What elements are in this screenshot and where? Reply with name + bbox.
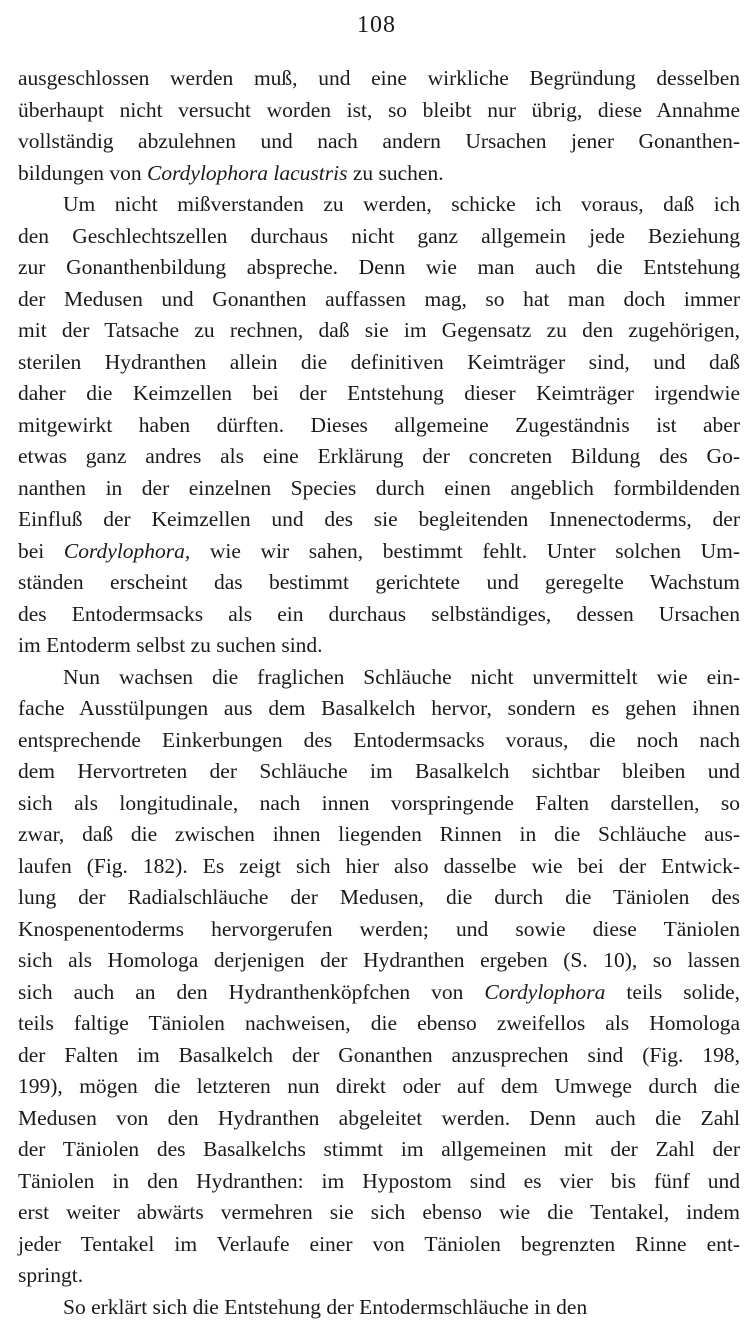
text-line bbox=[18, 851, 740, 883]
text-line bbox=[18, 315, 740, 347]
text-segment: der Medusen und Gonanthen auffassen mag, so hat man doch immer bbox=[18, 287, 740, 311]
text-line bbox=[18, 725, 740, 757]
text-line bbox=[18, 1008, 740, 1040]
text-segment: Medusen von den Hydranthen abgeleitet werden. Denn auch die Zahl bbox=[18, 1106, 740, 1130]
text-segment: sich als Homologa derjenigen der Hydranthen ergeben (S. 10), so lassen bbox=[18, 948, 740, 972]
text-segment: mit der Tatsache zu rechnen, daß sie im Gegensatz zu den zugehörigen, bbox=[18, 318, 740, 342]
text-line bbox=[18, 504, 740, 536]
text-line bbox=[18, 945, 740, 977]
text-line bbox=[18, 441, 740, 473]
text-segment: bildungen von bbox=[18, 161, 147, 185]
text-segment: der Täniolen des Basalkelchs stimmt im allgemeinen mit der Zahl der bbox=[18, 1137, 740, 1161]
text-line bbox=[18, 1166, 740, 1198]
text-segment: Täniolen in den Hydranthen: im Hypostom sind es vier bis fünf und bbox=[18, 1169, 740, 1193]
text-segment: zu suchen. bbox=[347, 161, 443, 185]
text-line bbox=[18, 788, 740, 820]
text-line bbox=[18, 189, 740, 221]
text-segment: jeder Tentakel im Verlaufe einer von Täniolen begrenzten Rinne ent- bbox=[18, 1232, 740, 1256]
text-segment: im Entoderm selbst zu suchen sind. bbox=[18, 633, 323, 657]
text-line bbox=[18, 1292, 740, 1323]
text-line bbox=[18, 1134, 740, 1166]
text-segment: sich auch an den Hydranthenköpfchen von bbox=[18, 980, 484, 1004]
text-segment: mitgewirkt haben dürften. Dieses allgemeine Zugeständnis ist aber bbox=[18, 413, 740, 437]
text-segment: den Geschlechtszellen durchaus nicht ganz allgemein jede Beziehung bbox=[18, 224, 740, 248]
text-segment: sterilen Hydranthen allein die definitiven Keimträger sind, und daß bbox=[18, 350, 740, 374]
text-segment: dem Hervortreten der Schläuche im Basalkelch sichtbar bleiben und bbox=[18, 759, 740, 783]
text-segment: ständen erscheint das bestimmt gerichtete und geregelte Wachstum bbox=[18, 570, 740, 594]
text-segment: Nun wachsen die fraglichen Schläuche nicht unvermittelt wie ein- bbox=[63, 665, 740, 689]
text-line bbox=[18, 221, 740, 253]
text-line bbox=[18, 1040, 740, 1072]
text-line bbox=[18, 126, 740, 158]
paragraph bbox=[18, 189, 740, 662]
text-line bbox=[18, 756, 740, 788]
text-line bbox=[18, 63, 740, 95]
text-line bbox=[18, 914, 740, 946]
page-number: 108 bbox=[0, 10, 753, 40]
text-segment: springt. bbox=[18, 1263, 83, 1287]
text-line bbox=[18, 410, 740, 442]
text-segment: Um nicht mißverstanden zu werden, schicke ich voraus, daß ich bbox=[63, 192, 740, 216]
text-segment: zur Gonanthenbildung abspreche. Denn wie man auch die Entstehung bbox=[18, 255, 740, 279]
text-segment: sich als longitudinale, nach innen vorspringende Falten darstellen, so bbox=[18, 791, 740, 815]
text-segment: überhaupt nicht versucht worden ist, so bleibt nur übrig, diese Annahme bbox=[18, 98, 740, 122]
italic-species-name: Cordylophora lacustris bbox=[147, 161, 347, 185]
text-line bbox=[18, 1260, 740, 1292]
paragraph bbox=[18, 1292, 740, 1323]
text-line bbox=[18, 1103, 740, 1135]
text-line bbox=[18, 284, 740, 316]
italic-species-name: Cordylophora, bbox=[64, 539, 190, 563]
text-segment: ausgeschlossen werden muß, und eine wirkliche Begründung desselben bbox=[18, 66, 740, 90]
text-line bbox=[18, 819, 740, 851]
text-segment: laufen (Fig. 182). Es zeigt sich hier also dasselbe wie bei der Entwick- bbox=[18, 854, 740, 878]
text-line bbox=[18, 1071, 740, 1103]
text-line bbox=[18, 630, 740, 662]
text-segment: Knospenentoderms hervorgerufen werden; und sowie diese Täniolen bbox=[18, 917, 740, 941]
text-segment: teils faltige Täniolen nachweisen, die ebenso zweifellos als Homologa bbox=[18, 1011, 740, 1035]
text-segment: wie wir sahen, bestimmt fehlt. Unter solchen Um- bbox=[190, 539, 740, 563]
text-segment: Einfluß der Keimzellen und des sie begleitenden Innenectoderms, der bbox=[18, 507, 740, 531]
text-line bbox=[18, 882, 740, 914]
text-segment: daher die Keimzellen bei der Entstehung dieser Keimträger irgendwie bbox=[18, 381, 740, 405]
text-line bbox=[18, 977, 740, 1009]
text-line bbox=[18, 599, 740, 631]
body-text bbox=[18, 63, 740, 1323]
text-segment: erst weiter abwärts vermehren sie sich ebenso wie die Tentakel, indem bbox=[18, 1200, 740, 1224]
text-segment: teils solide, bbox=[605, 980, 740, 1004]
text-segment: des Entodermsacks als ein durchaus selbständiges, dessen Ursachen bbox=[18, 602, 740, 626]
text-line bbox=[18, 347, 740, 379]
text-segment: lung der Radialschläuche der Medusen, die durch die Täniolen des bbox=[18, 885, 740, 909]
text-segment: entsprechende Einkerbungen des Entodermsacks voraus, die noch nach bbox=[18, 728, 740, 752]
text-line bbox=[18, 536, 740, 568]
text-line bbox=[18, 252, 740, 284]
text-segment: bei bbox=[18, 539, 64, 563]
text-line bbox=[18, 473, 740, 505]
text-segment: etwas ganz andres als eine Erklärung der concreten Bildung des Go- bbox=[18, 444, 740, 468]
text-segment: zwar, daß die zwischen ihnen liegenden Rinnen in die Schläuche aus- bbox=[18, 822, 740, 846]
text-segment: So erklärt sich die Entstehung der Entodermschläuche in den bbox=[63, 1295, 587, 1319]
text-line bbox=[18, 378, 740, 410]
text-line bbox=[18, 1229, 740, 1261]
text-segment: der Falten im Basalkelch der Gonanthen anzusprechen sind (Fig. 198, bbox=[18, 1043, 740, 1067]
paragraph bbox=[18, 662, 740, 1292]
text-line bbox=[18, 95, 740, 127]
text-segment: nanthen in der einzelnen Species durch einen angeblich formbildenden bbox=[18, 476, 740, 500]
italic-species-name: Cordylophora bbox=[484, 980, 605, 1004]
text-segment: 199), mögen die letzteren nun direkt oder auf dem Umwege durch die bbox=[18, 1074, 740, 1098]
text-segment: fache Ausstülpungen aus dem Basalkelch hervor, sondern es gehen ihnen bbox=[18, 696, 740, 720]
text-line bbox=[18, 693, 740, 725]
text-line bbox=[18, 158, 740, 190]
paragraph bbox=[18, 63, 740, 189]
text-line bbox=[18, 1197, 740, 1229]
text-line bbox=[18, 567, 740, 599]
text-line bbox=[18, 662, 740, 694]
text-segment: vollständig abzulehnen und nach andern Ursachen jener Gonanthen- bbox=[18, 129, 740, 153]
